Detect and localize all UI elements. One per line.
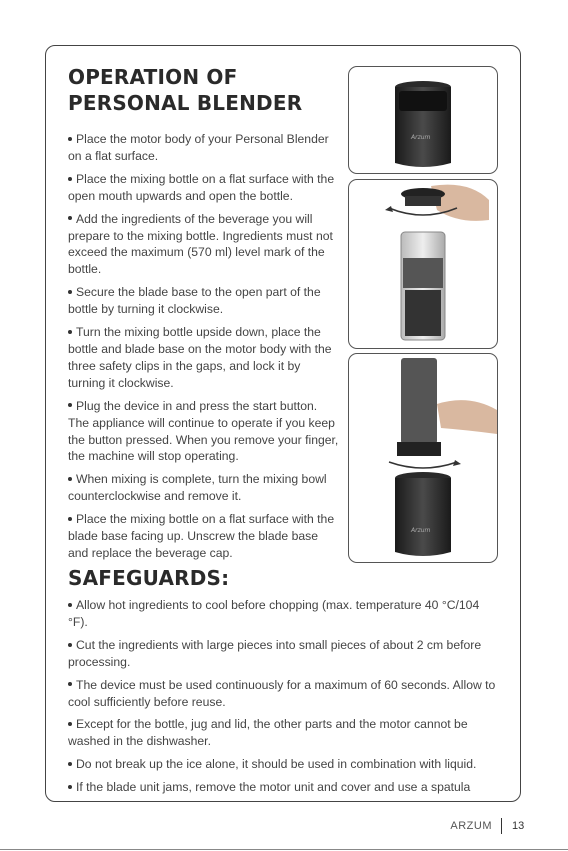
list-item: Do not break up the ice alone, it should be used in combination with liquid. — [68, 756, 500, 773]
list-item: Add the ingredients of the beverage you will prepare to the mixing bottle. Ingredients must not exceed the maximum (570 ml) level mark of the bottle. — [68, 211, 333, 277]
list-item: Allow hot ingredients to cool before chopping (max. temperature 40 °C/104 °F). — [68, 598, 480, 629]
mounted-blender-photo — [348, 353, 498, 563]
bullet-icon — [68, 722, 72, 726]
bullet-icon — [68, 177, 72, 181]
page-footer — [0, 820, 568, 836]
list-item: Except for the bottle, jug and lid, the other parts and the motor cannot be washed in the dishwasher. — [68, 717, 468, 749]
list-item: Secure the blade base to the open part of the bottle by turning it clockwise. — [68, 285, 321, 317]
bullet-icon — [68, 137, 72, 141]
bottle-assembly-illustration — [349, 180, 497, 348]
bullet-icon — [68, 477, 72, 481]
brand-logo: Arzum — [411, 527, 431, 534]
bullet-icon — [68, 290, 72, 294]
bullet-icon — [68, 762, 72, 766]
bullet-icon — [68, 785, 72, 789]
bullet-icon — [68, 330, 72, 334]
motor-body-illustration — [349, 67, 497, 173]
bottom-rule — [0, 849, 568, 850]
list-item: Plug the device in and press the start button. The appliance will continue to operate if you keep the button pressed. When you remove your finger, the machine will stop operating. — [68, 398, 339, 464]
bullet-icon — [68, 682, 72, 686]
footer-divider — [501, 818, 502, 834]
operation-list — [68, 131, 340, 568]
brand-logo: Arzum — [411, 134, 431, 141]
list-item: Cut the ingredients with large pieces into small pieces of about 2 cm before processing. — [68, 637, 482, 669]
list-item: If the blade unit jams, remove the motor unit and cover and use a spatula — [68, 779, 500, 796]
list-item: Turn the mixing bottle upside down, place the bottle and blade base on the motor body with the three safety clips in the gaps, and lock it by turning it clockwise. — [68, 325, 332, 390]
list-item: Place the motor body of your Personal Blender on a flat surface. — [68, 132, 329, 163]
safeguards-title: SAFEGUARDS: — [68, 566, 230, 590]
operation-title: OPERATION OF PERSONAL BLENDER — [68, 65, 303, 115]
list-item: When mixing is complete, turn the mixing bowl counterclockwise and remove it. — [68, 472, 327, 504]
list-item: Place the mixing bottle on a flat surface with the open mouth upwards and open the bottle. — [68, 171, 335, 203]
bottle-assembly-photo — [348, 179, 498, 349]
list-item: The device must be used continuously for a maximum of 60 seconds. Allow to cool sufficiently before reuse. — [68, 677, 496, 709]
bullet-icon — [68, 643, 72, 647]
bullet-icon — [68, 517, 72, 521]
bullet-icon — [68, 403, 72, 407]
bullet-icon — [68, 603, 72, 607]
mounted-blender-illustration — [349, 354, 497, 562]
safeguards-list — [68, 597, 500, 802]
motor-body-photo — [348, 66, 498, 174]
bullet-icon — [68, 216, 72, 220]
footer-brand: ARZUM — [450, 820, 492, 832]
page-number: 13 — [512, 820, 525, 832]
list-item: Place the mixing bottle on a flat surface with the blade base facing up. Unscrew the blade base and replace the beverage cap. — [68, 512, 335, 560]
